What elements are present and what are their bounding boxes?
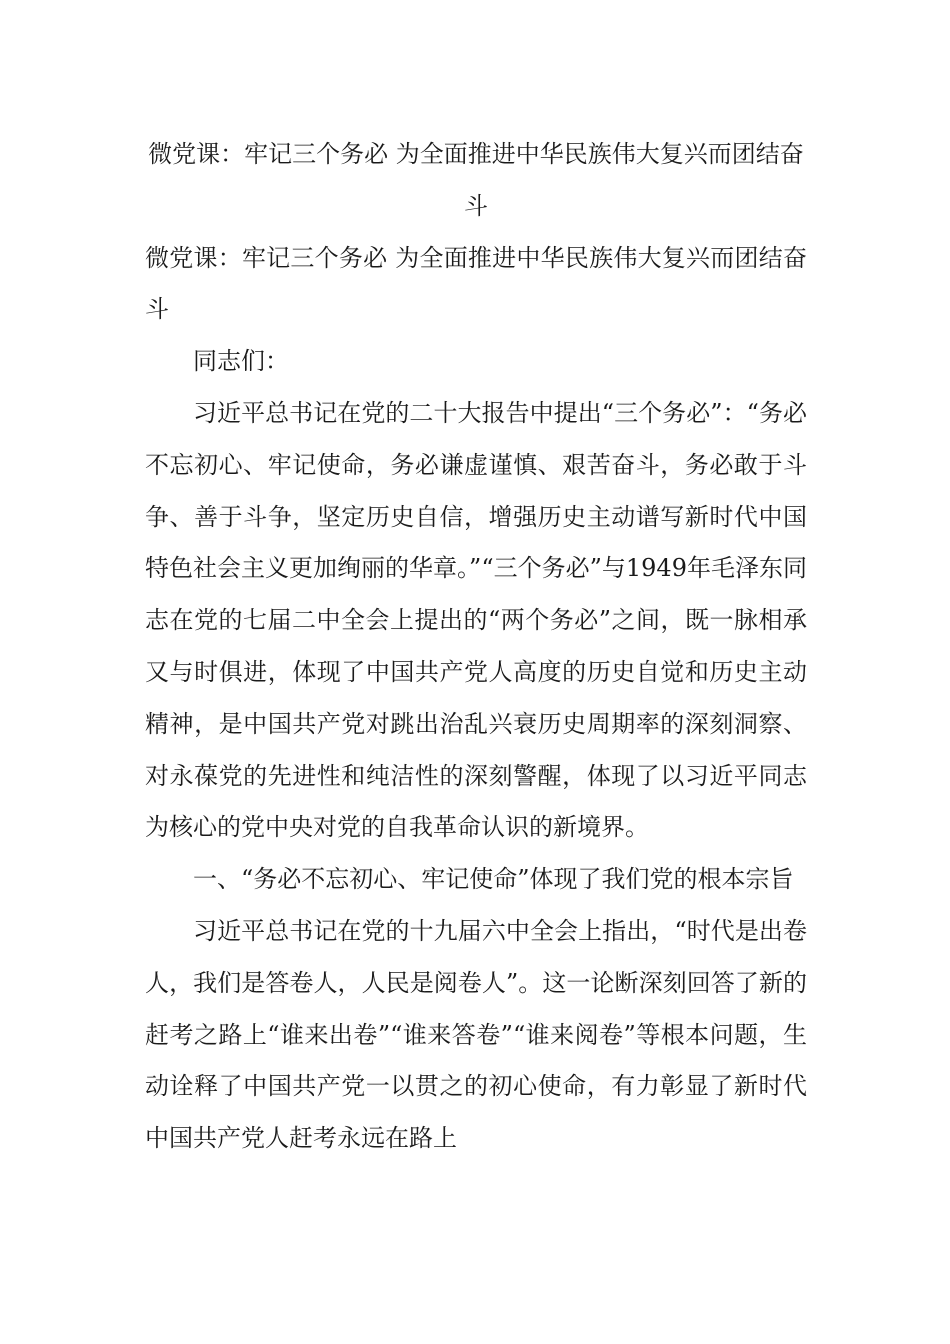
- salutation: 同志们：: [193, 347, 289, 376]
- paragraph-intro: 习近平总书记在党的二十大报告中提出“三个务必”：“务必不忘初心、牢记使命，务必谦虚谨慎、艰苦奋斗，务必敢于斗争、善于斗争，坚定历史自信，增强历史主动谱写新时代中国特色社会主义更加绚丽的华章。”“三个务必”与1949年毛泽东同志在党的七届二中全会上提出的“两个务必”之间，既一脉相承又与时俱进，体现了中国共产党人高度的历史自觉和历史主动精神，是中国共产党对跳出治乱兴衰历史周期率的深刻洞察、对永葆党的先进性和纯洁性的深刻警醒，体现了以习近平同志为核心的党中央对党的自我革命认识的新境界。: [145, 398, 807, 842]
- document-subtitle: 微党课：牢记三个务必 为全面推进中华民族伟大复兴而团结奋斗: [145, 243, 807, 324]
- section-heading-1: 一、“务必不忘初心、牢记使命”体现了我们党的根本宗旨: [193, 865, 794, 894]
- paragraph-section-1: 习近平总书记在党的十九届六中全会上指出，“时代是出卷人，我们是答卷人，人民是阅卷人”。这一论断深刻回答了新的赶考之路上“谁来出卷”“谁来答卷”“谁来阅卷”等根本问题，生动诠释了中国共产党一以贯之的初心使命，有力彰显了新时代中国共产党人赶考永远在路上: [145, 916, 807, 1153]
- document-title: 微党课：牢记三个务必 为全面推进中华民族伟大复兴而团结奋斗: [148, 140, 804, 220]
- document-page: [145, 129, 807, 1165]
